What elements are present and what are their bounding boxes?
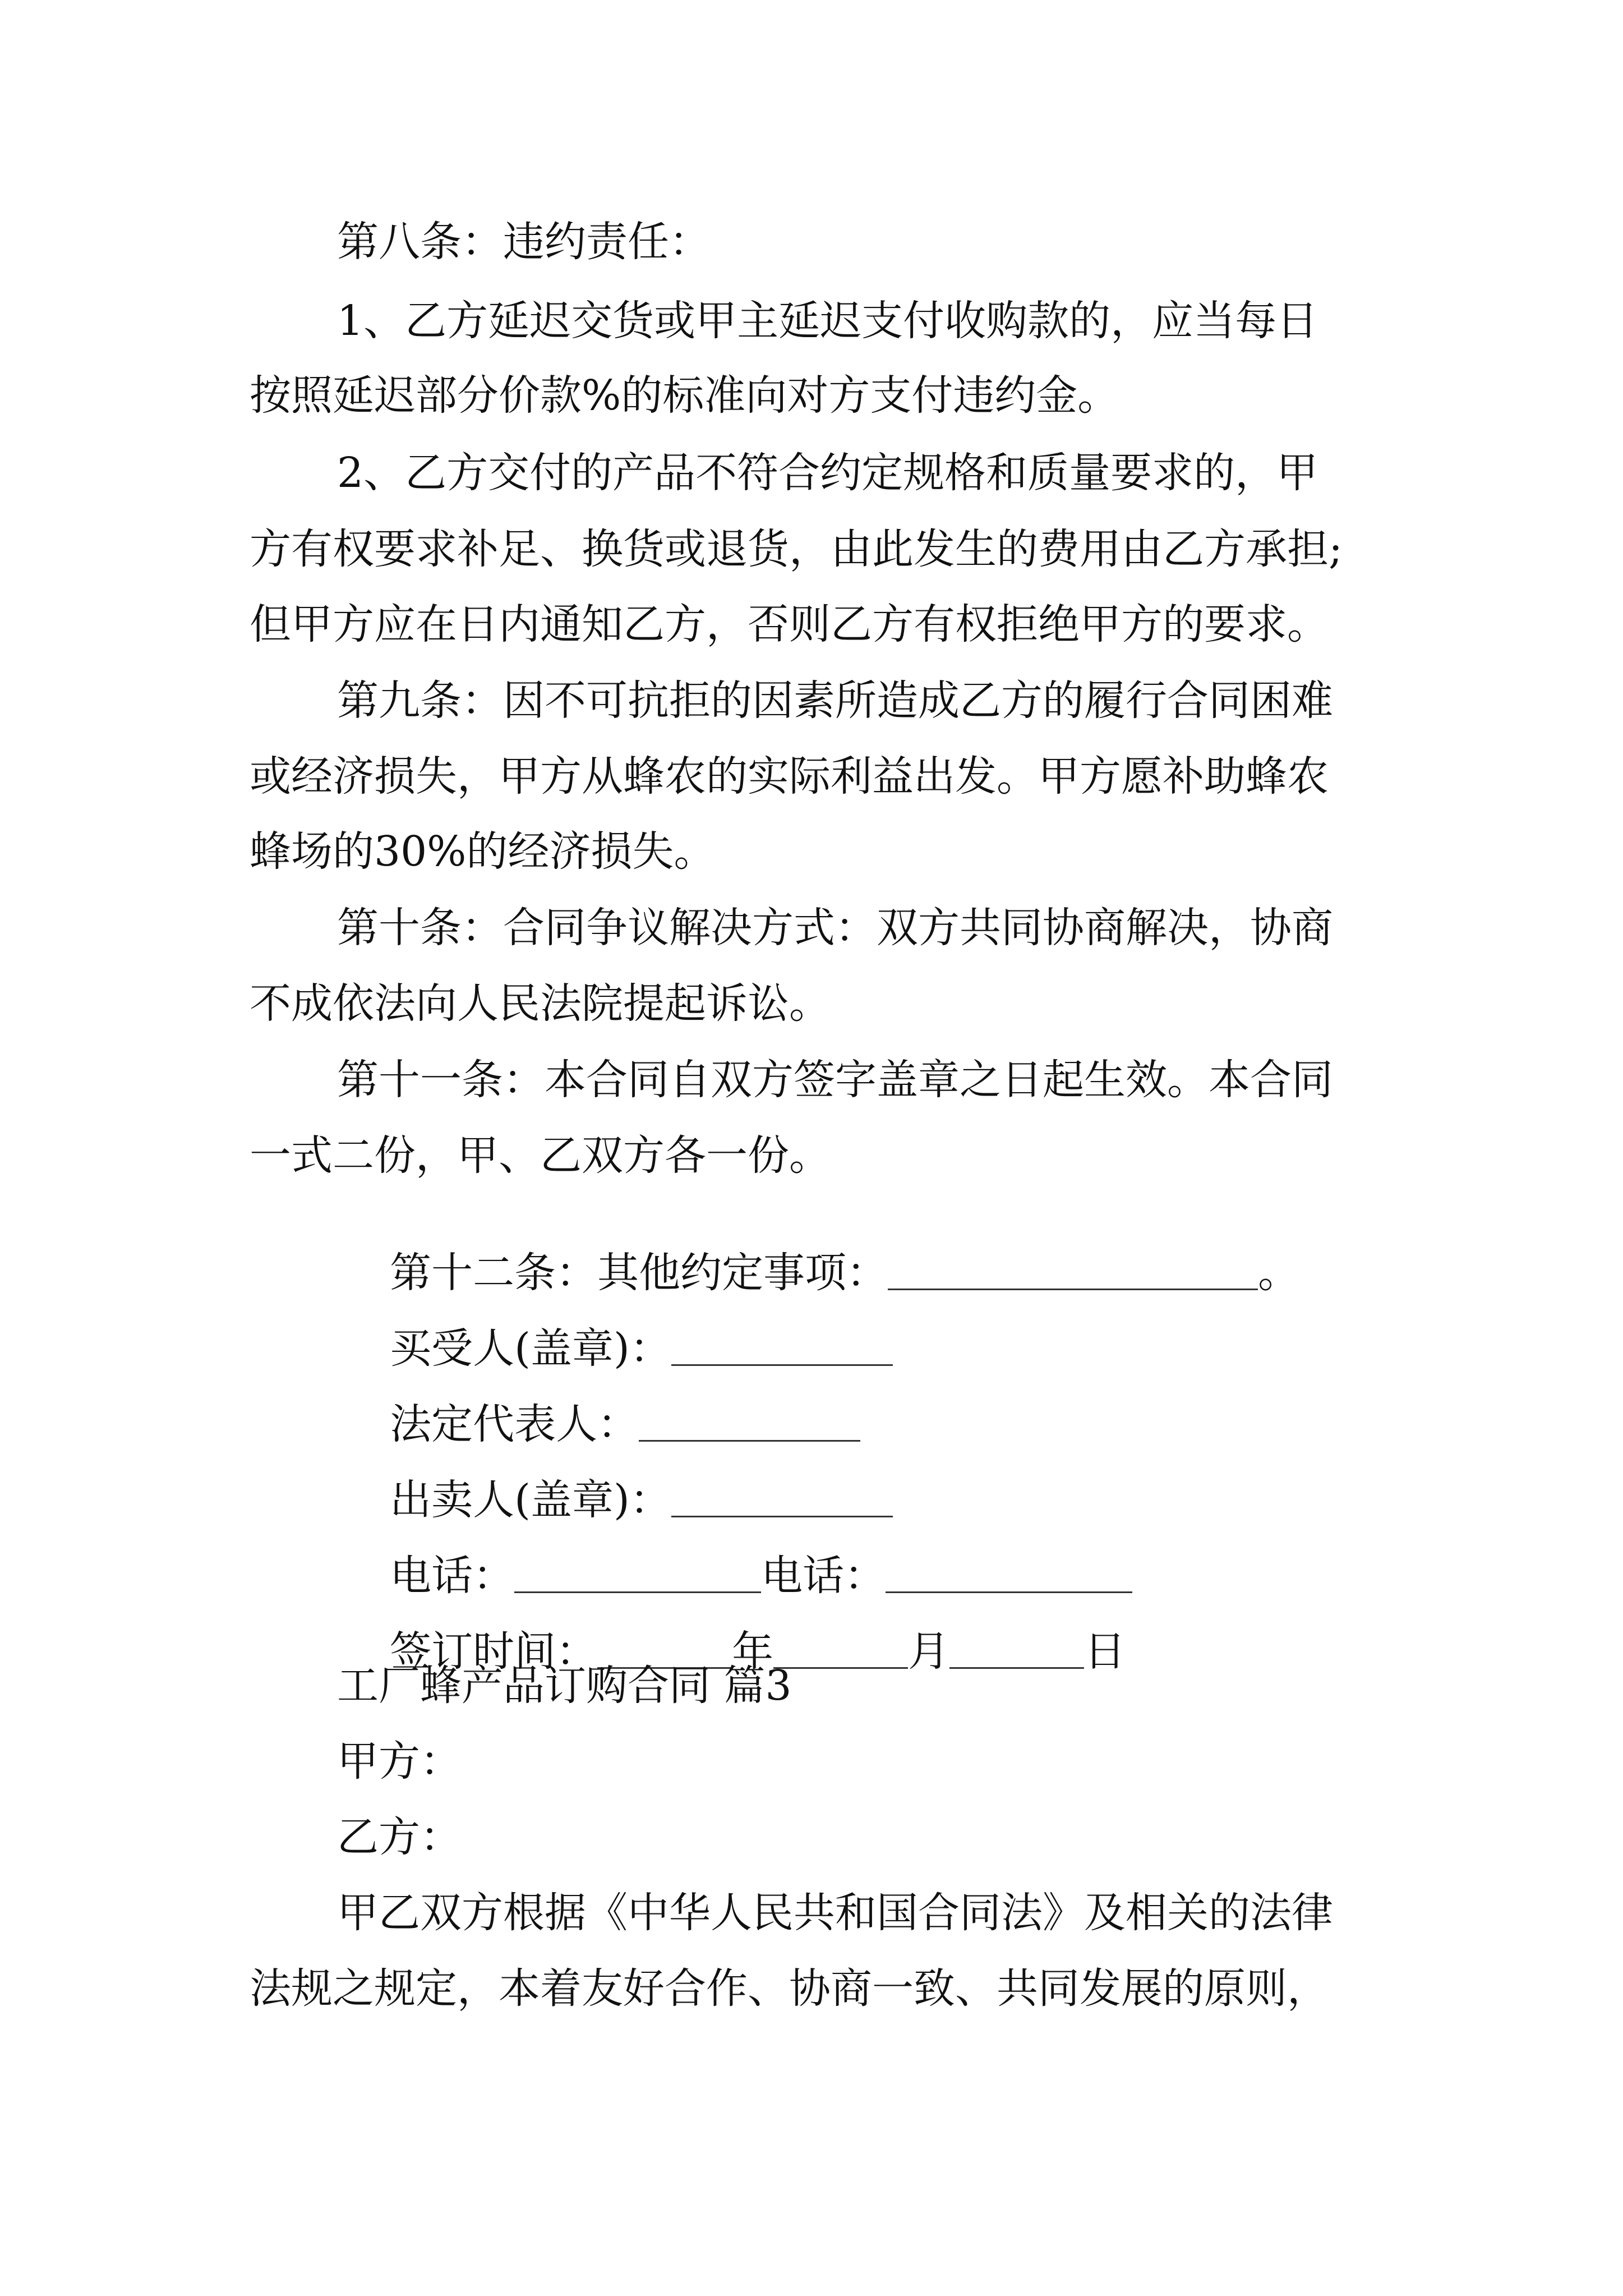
article-12 xyxy=(337,1211,1300,1297)
other-terms-label: 第十二条：其他约定事项： xyxy=(390,1249,888,1297)
article-11-cont: 一式二份，甲、乙双方各一份。 xyxy=(250,1131,831,1180)
phone-blank-2 xyxy=(886,1557,1132,1593)
phone-label-2: 电话： xyxy=(761,1552,886,1600)
seller-blank xyxy=(671,1481,893,1517)
article-9-cont: 或经济损失，甲方从蜂农的实际利益出发。甲方愿补助蜂农 xyxy=(250,752,1329,800)
article-10-cont: 不成依法向人民法院提起诉讼。 xyxy=(250,979,831,1028)
month-label: 月 xyxy=(908,1627,950,1676)
phone-line xyxy=(337,1513,1132,1600)
article-9: 第九条：因不可抗拒的因素所造成乙方的履行合同困难 xyxy=(337,677,1333,725)
buyer-line xyxy=(337,1286,893,1373)
legal-rep-blank xyxy=(639,1405,860,1442)
sign-time-label: 签订时间： xyxy=(390,1627,598,1676)
day-blank xyxy=(949,1632,1084,1669)
article-8-item-2-cont2: 但甲方应在日内通知乙方，否则乙方有权拒绝甲方的要求。 xyxy=(250,600,1329,648)
buyer-blank xyxy=(671,1329,893,1366)
phone-blank-1 xyxy=(514,1557,761,1593)
month-blank xyxy=(773,1632,908,1669)
party-a: 甲方： xyxy=(337,1737,462,1786)
article-8-item-2-cont: 方有权要求补足、换货或退货，由此发生的费用由乙方承担; xyxy=(250,525,1343,573)
legal-rep-line xyxy=(337,1362,860,1448)
other-terms-blank xyxy=(888,1254,1258,1290)
article-8-item-1-cont: 按照延迟部分价款%的标准向对方支付违约金。 xyxy=(250,371,1119,420)
other-terms-end: 。 xyxy=(1258,1249,1300,1297)
intro-line-cont: 法规之规定，本着友好合作、协商一致、共同发展的原则， xyxy=(250,1964,1329,2013)
seller-line xyxy=(337,1438,893,1524)
day-label: 日 xyxy=(1084,1627,1126,1676)
section-heading: 工厂蜂产品订购合同 篇3 xyxy=(337,1662,792,1710)
sign-time-line xyxy=(337,1589,1126,1676)
article-11: 第十一条：本合同自双方签字盖章之日起生效。本合同 xyxy=(337,1056,1333,1104)
buyer-label: 买受人(盖章)： xyxy=(390,1324,671,1373)
article-8-item-2: 2、乙方交付的产品不符合约定规格和质量要求的，甲 xyxy=(337,449,1318,497)
year-label: 年 xyxy=(732,1627,774,1676)
phone-label-1: 电话： xyxy=(390,1552,515,1600)
article-9-cont2: 蜂场的30%的经济损失。 xyxy=(250,827,716,876)
seller-label: 出卖人(盖章)： xyxy=(390,1476,671,1524)
article-8-item-1: 1、乙方延迟交货或甲主延迟支付收购款的，应当每日 xyxy=(337,297,1318,345)
legal-rep-label: 法定代表人： xyxy=(390,1400,639,1448)
article-10: 第十条：合同争议解决方式：双方共同协商解决，协商 xyxy=(337,904,1333,952)
article-8-title: 第八条：违约责任： xyxy=(337,218,711,266)
party-b: 乙方： xyxy=(337,1813,462,1861)
intro-line: 甲乙双方根据《中华人民共和国合同法》及相关的法律 xyxy=(337,1889,1333,1937)
